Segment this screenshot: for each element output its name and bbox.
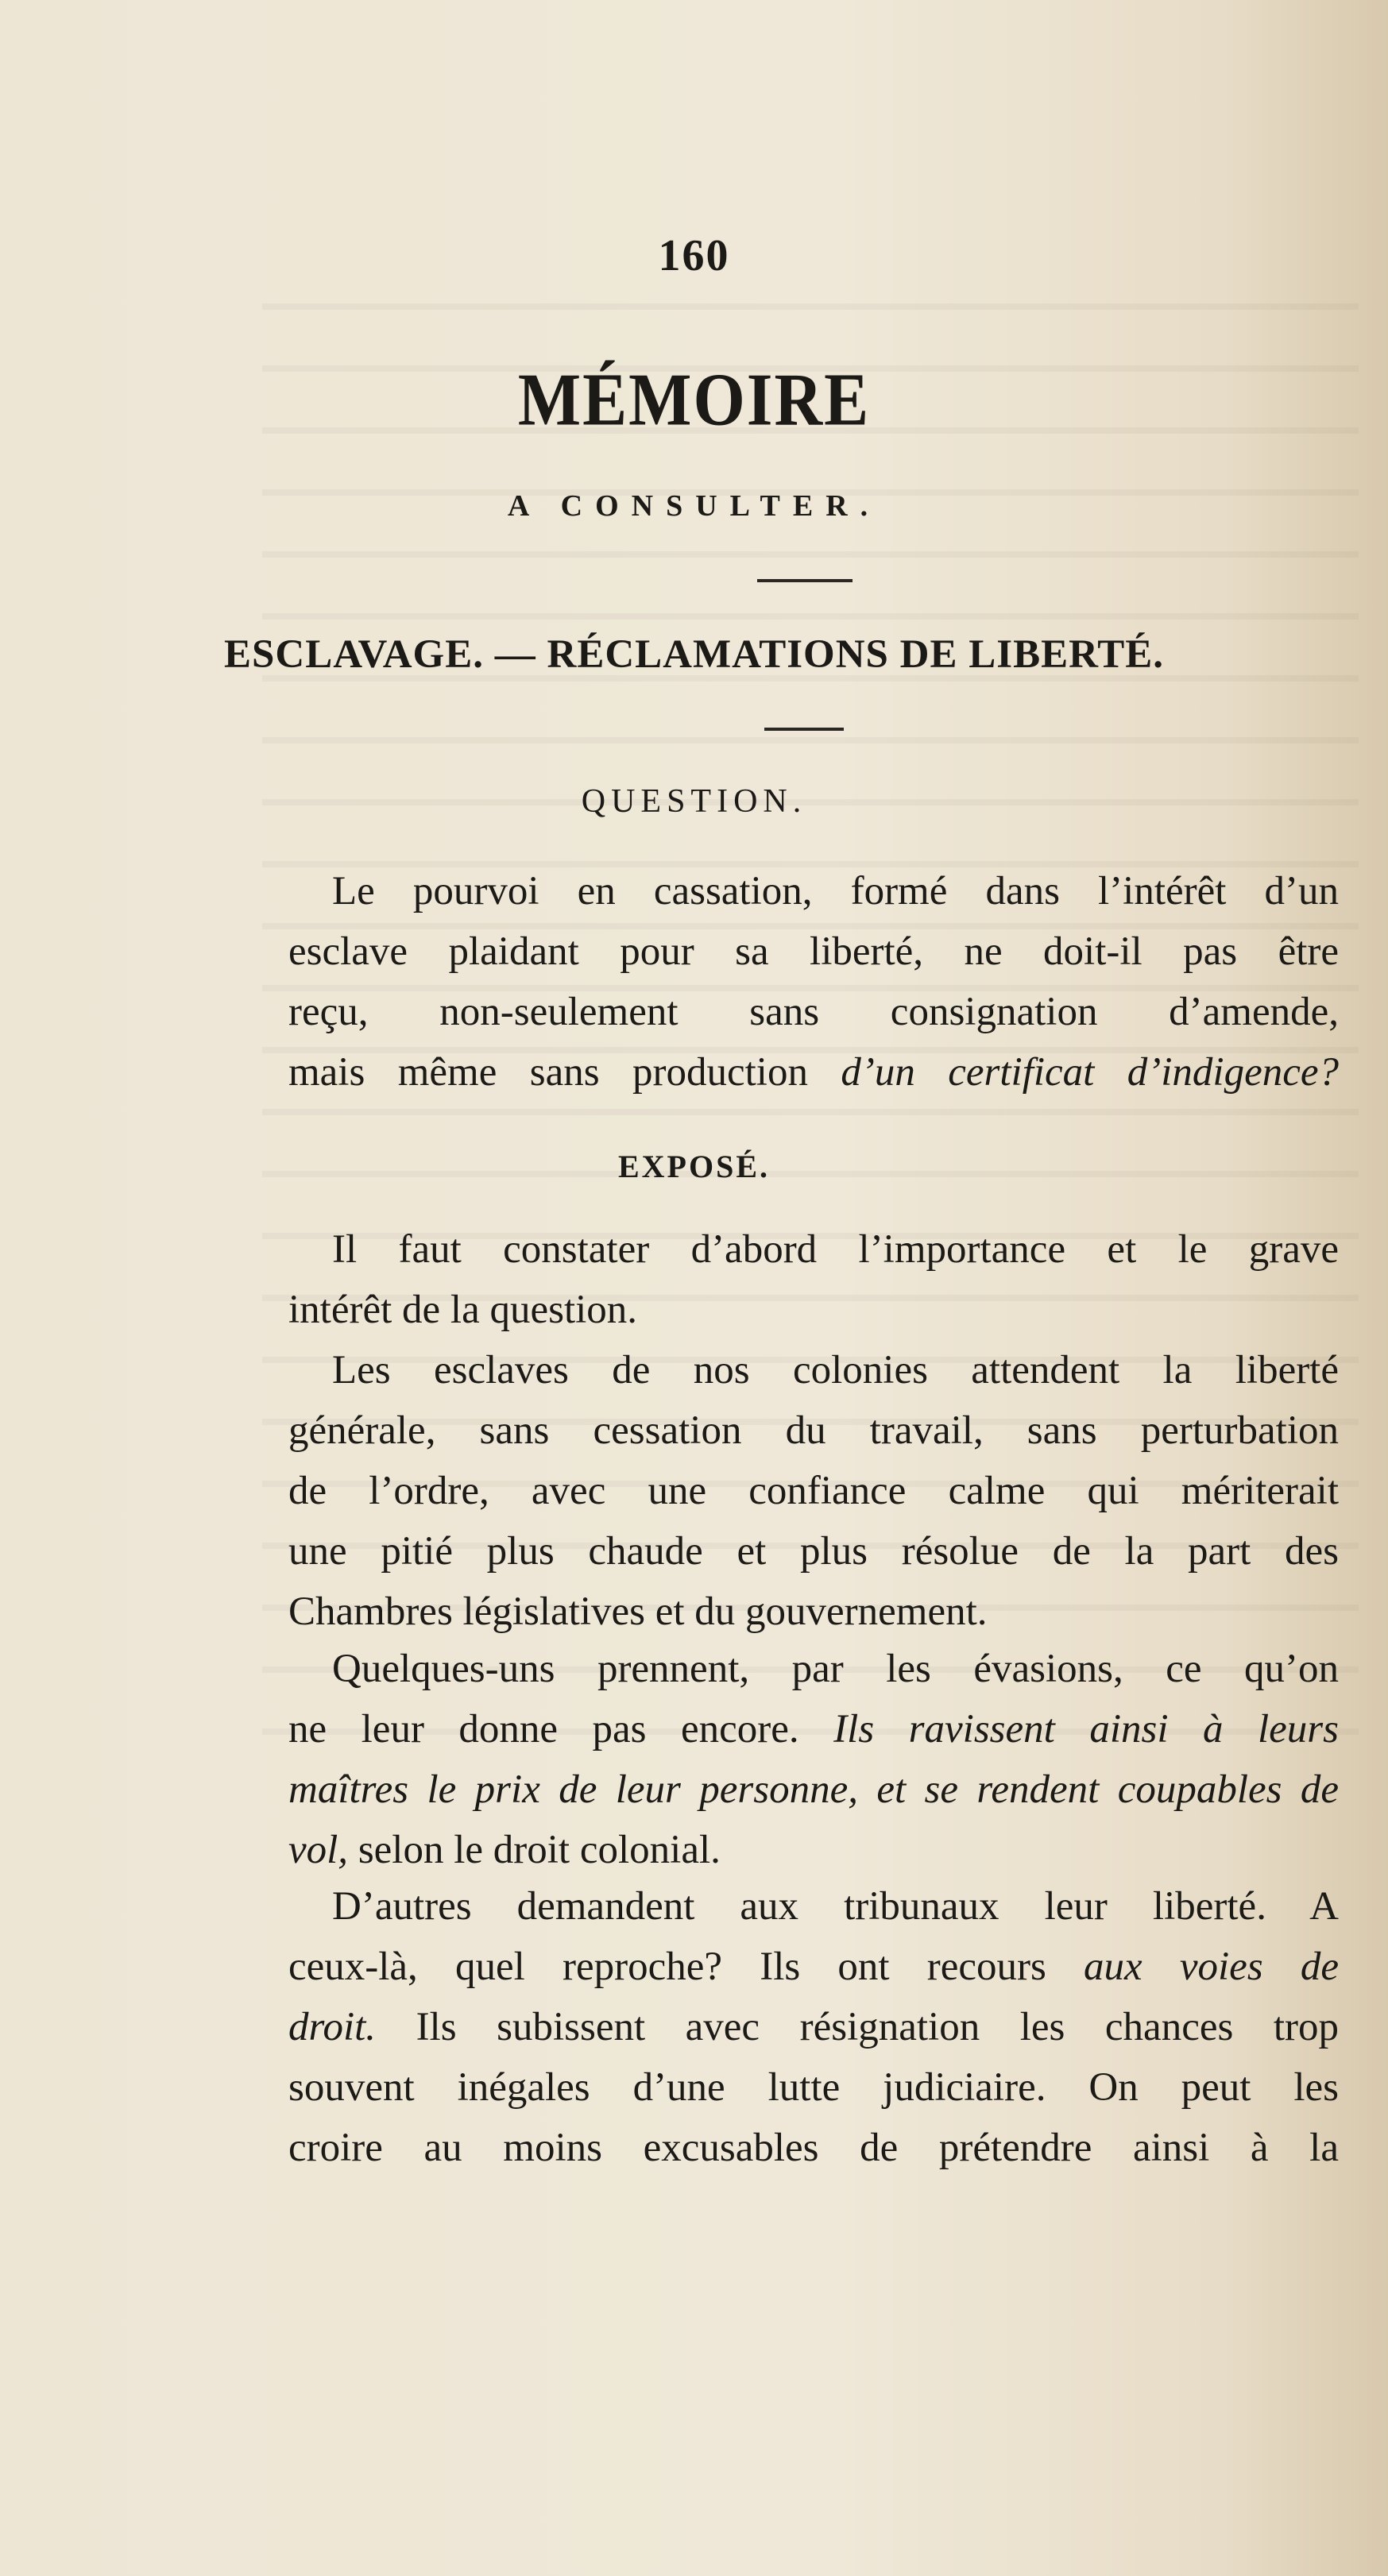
italic-phrase: aux voies de bbox=[1084, 1945, 1339, 1989]
text-line: reçu, non-seulement sans consignation d’amende, bbox=[288, 990, 1339, 1034]
italic-phrase: d’un certificat d’indigence? bbox=[841, 1050, 1339, 1095]
expose-label: EXPOSÉ. bbox=[617, 1149, 771, 1184]
text-line: ne leur donne pas encore. Ils ravissent ainsi à leurs bbox=[288, 1707, 1339, 1751]
text-line: Le pourvoi en cassation, formé dans l’intérêt d’un bbox=[332, 869, 1339, 913]
text-line: générale, sans cessation du travail, sans perturbation bbox=[288, 1408, 1339, 1453]
text-line: mais même sans production d’un certificat d’indigence? bbox=[288, 1050, 1339, 1095]
paragraph-evasions bbox=[288, 1639, 1339, 1880]
text-line: croire au moins excusables de prétendre ainsi à la bbox=[288, 2126, 1339, 2170]
section-heading: ESCLAVAGE. — RÉCLAMATIONS DE LIBERTÉ. bbox=[223, 632, 1164, 677]
italic-phrase: Ils ravissent ainsi à leurs bbox=[833, 1707, 1339, 1751]
text-line: souvent inégales d’une lutte judiciaire. On peut les bbox=[288, 2065, 1339, 2110]
text-line bbox=[288, 1759, 1339, 1820]
text-line: intérêt de la question. bbox=[288, 1288, 638, 1332]
text-line: Les esclaves de nos colonies attendent la liberté bbox=[332, 1348, 1339, 1392]
page-subtitle: A CONSULTER. bbox=[507, 489, 881, 523]
text-line: droit. Ils subissent avec résignation les chances trop bbox=[288, 2005, 1339, 2049]
text-line: Il faut constater d’abord l’importance et le grave bbox=[332, 1227, 1339, 1272]
text-line: Quelques-uns prennent, par les évasions, ce qu’on bbox=[332, 1647, 1339, 1691]
text-line: de l’ordre, avec une confiance calme qui mériterait bbox=[288, 1469, 1339, 1513]
text-line: une pitié plus chaude et plus résolue de la part des bbox=[288, 1529, 1339, 1574]
paragraph-tribunaux bbox=[288, 1876, 1339, 2178]
paragraph-esclaves bbox=[288, 1340, 1339, 1642]
text-line: vol, selon le droit colonial. bbox=[288, 1828, 721, 1872]
page-title: MÉMOIRE bbox=[517, 358, 871, 442]
text-line: D’autres demandent aux tribunaux leur liberté. A bbox=[332, 1884, 1339, 1929]
question-label: QUESTION. bbox=[581, 783, 807, 820]
divider-rule-top bbox=[757, 579, 853, 582]
italic-phrase: droit. bbox=[288, 2005, 377, 2049]
italic-phrase: maîtres le prix de leur personne, bbox=[288, 1767, 858, 1812]
question-paragraph bbox=[288, 861, 1339, 1103]
italic-phrase: et se rendent coupables de bbox=[876, 1767, 1340, 1812]
italic-phrase: vol, bbox=[288, 1828, 349, 1872]
page-number: 160 bbox=[658, 231, 730, 280]
divider-rule-bottom bbox=[764, 728, 844, 731]
text-line: esclave plaidant pour sa liberté, ne doit-il pas être bbox=[288, 929, 1339, 974]
text-line: ceux-là, quel reproche? Ils ont recours aux voies de bbox=[288, 1945, 1339, 1989]
text-line: Chambres législatives et du gouvernement. bbox=[288, 1589, 988, 1634]
paragraph-importance bbox=[288, 1219, 1339, 1340]
